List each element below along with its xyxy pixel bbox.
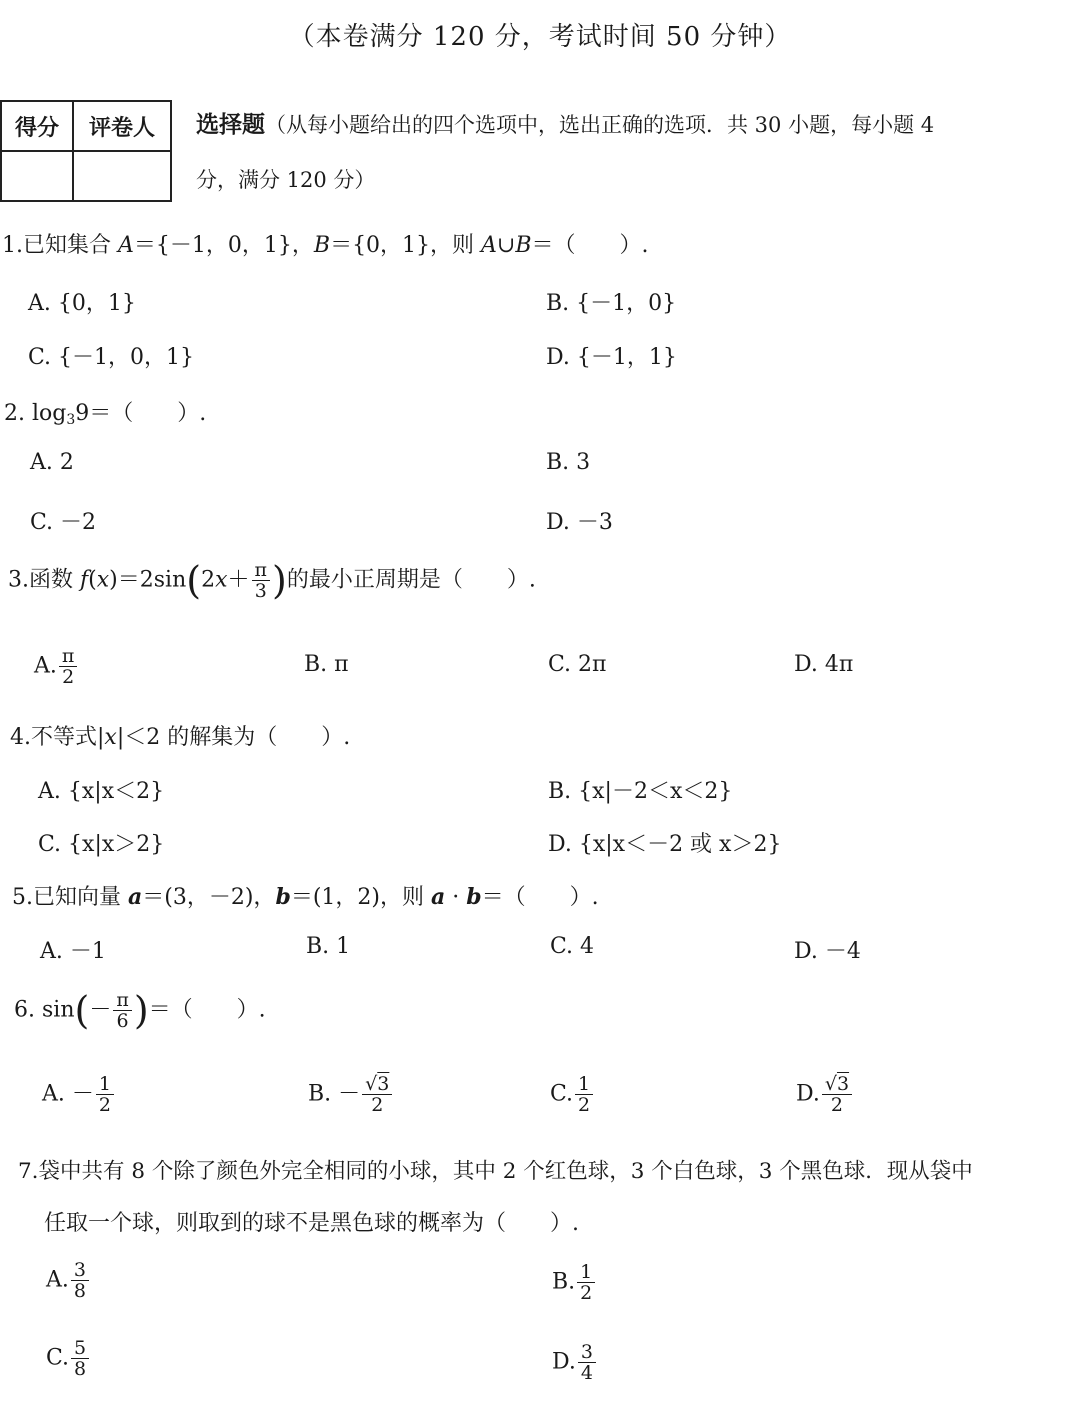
q5-text: ＝（ ）. (481, 885, 599, 910)
section-desc-2: 分，满分 120 分） (196, 168, 376, 192)
q2-option-c: C. －2 (30, 510, 97, 535)
q2-option-b: B. 3 (546, 450, 591, 475)
fraction-denominator: 2 (830, 1094, 843, 1116)
q5-vector-a: a (128, 884, 143, 910)
q4-text: |＜2 的解集为（ ）. (116, 725, 351, 750)
q4-option-c: C. {x|x＞2} (38, 832, 165, 857)
q5-option-b: B. 1 (306, 934, 351, 959)
question-number: 7. (18, 1159, 39, 1184)
q3-option-d: D. 4π (794, 652, 854, 677)
question-number: 6. (14, 997, 35, 1023)
q7-c-fraction (71, 1338, 89, 1379)
section-intro-line1 (196, 106, 934, 139)
score-header: 得分 (1, 101, 73, 151)
fraction-numerator: 3 (578, 1342, 596, 1363)
q7-option-c (46, 1338, 91, 1379)
q7-text-line2: 任取一个球，则取到的球不是黑色球的概率为（ ）. (44, 1211, 579, 1236)
option-label: A. － (42, 1081, 94, 1107)
q6-c-fraction (575, 1074, 593, 1115)
option-label: D. (552, 1349, 576, 1375)
q3-right-paren: ) (272, 558, 287, 603)
grader-cell (73, 151, 171, 201)
question-number: 1. (2, 233, 23, 258)
fraction-numerator (822, 1074, 852, 1095)
radicand: 3 (377, 1073, 390, 1095)
fraction-numerator: 1 (575, 1074, 593, 1095)
q5-text: ＝(1，2)，则 (290, 885, 431, 910)
q1-text: ＝（ ）. (531, 233, 649, 258)
q5-vector-b: b (466, 884, 482, 910)
q4-option-a: A. {x|x＜2} (38, 779, 165, 804)
question-3 (8, 560, 536, 601)
q3-option-a (34, 646, 79, 687)
q6-d-fraction (822, 1074, 852, 1115)
fraction-denominator: 3 (254, 580, 267, 602)
q3-text: )＝2sin (109, 567, 187, 593)
q6-text: ＝（ ）. (148, 997, 266, 1023)
q5-option-d: D. －4 (794, 939, 861, 964)
question-6 (14, 990, 266, 1031)
grader-header: 评卷人 (73, 101, 171, 151)
option-label: A. (46, 1267, 69, 1293)
q2-option-a: A. 2 (30, 450, 74, 475)
score-table (0, 100, 172, 202)
q7-option-d (552, 1342, 598, 1383)
fraction-denominator: 2 (62, 666, 75, 688)
q5-vector-b: b (275, 884, 291, 910)
q1-text: ＝{0，1}，则 (330, 233, 482, 258)
fraction-denominator: 2 (98, 1094, 111, 1116)
q1-text: 已知集合 (23, 233, 118, 258)
q3-func: f (80, 567, 89, 593)
q2-text: 9＝（ ）. (75, 401, 207, 426)
q3-text: ＋ (227, 567, 250, 593)
q6-a-fraction (96, 1074, 114, 1115)
question-5 (12, 880, 599, 911)
q6-option-a (42, 1074, 116, 1115)
question-number: 4. (10, 725, 31, 750)
q1-text: ＝{－1，0，1}， (133, 233, 314, 258)
fraction-denominator: 8 (73, 1280, 86, 1302)
option-label: C. (550, 1081, 574, 1107)
q1-option-b: B. {－1，0} (546, 291, 677, 316)
q6-fraction (113, 990, 132, 1031)
score-cell (1, 151, 73, 201)
option-label: D. (796, 1081, 820, 1107)
q1-option-d: D. {－1，1} (546, 345, 677, 370)
q2-log-base: 3 (66, 412, 76, 428)
question-number: 5. (12, 885, 33, 910)
q3-a-fraction (59, 646, 78, 687)
q4-var: x (104, 725, 117, 750)
option-label: A. (34, 653, 57, 679)
question-number: 2. (4, 401, 25, 426)
fraction-numerator (362, 1074, 392, 1095)
q1-option-c: C. {－1，0，1} (28, 345, 195, 370)
q1-option-a: A. {0，1} (28, 291, 136, 316)
q5-vector-a: a (430, 884, 446, 910)
q4-text: 不等式| (31, 725, 105, 750)
question-7 (18, 1154, 973, 1185)
fraction-denominator: 4 (580, 1362, 593, 1384)
q5-text: 已知向量 (33, 885, 128, 910)
fraction-numerator: 1 (577, 1262, 595, 1283)
fraction-denominator: 2 (580, 1282, 593, 1304)
q7-text-line1: 袋中共有 8 个除了颜色外完全相同的小球，其中 2 个红色球，3 个白色球，3 个黑色球．现从袋中 (38, 1159, 973, 1184)
fraction-numerator: π (113, 990, 132, 1011)
fraction-numerator: 3 (71, 1260, 89, 1281)
q6-text: sin (42, 997, 75, 1023)
q3-option-b: B. π (304, 652, 349, 677)
question-4 (10, 720, 350, 751)
q2-log: log (32, 401, 67, 426)
q6-left-paren: ( (74, 988, 90, 1033)
q7-option-a (46, 1260, 91, 1301)
exam-header: （本卷满分 120 分，考试时间 50 分钟） (288, 22, 792, 52)
q5-text: ＝(3，－2)， (142, 885, 276, 910)
q6-right-paren: ) (133, 988, 149, 1033)
q2-option-d: D. －3 (546, 510, 613, 535)
q6-b-fraction (362, 1074, 392, 1115)
q3-text: 的最小正周期是（ ）. (286, 567, 536, 593)
q3-var: x (96, 567, 110, 593)
q7-b-fraction (577, 1262, 595, 1303)
fraction-numerator: π (252, 560, 271, 581)
question-1 (2, 228, 649, 259)
radicand: 3 (836, 1073, 850, 1095)
question-number: 3. (8, 567, 29, 593)
fraction-denominator: 2 (371, 1094, 384, 1116)
q5-dot: · (452, 885, 460, 910)
fraction-numerator: π (59, 646, 78, 667)
q3-var: x (215, 567, 228, 593)
q3-left-paren: ( (186, 558, 202, 603)
q1-set-a: A (118, 233, 134, 258)
q4-option-d: D. {x|x＜－2 或 x＞2} (548, 832, 782, 857)
fraction-denominator: 2 (578, 1094, 591, 1116)
fraction-numerator: 1 (96, 1074, 114, 1095)
q7-a-fraction (71, 1260, 89, 1301)
question-2 (4, 396, 206, 428)
q3-text: ( (88, 567, 97, 593)
fraction-denominator: 6 (116, 1010, 129, 1032)
q6-option-c (550, 1074, 595, 1115)
q3-text: 2 (201, 567, 216, 593)
q3-text: 函数 (29, 567, 80, 593)
section-title: 选择题 (196, 111, 265, 138)
q3-option-c: C. 2π (548, 652, 607, 677)
fraction-numerator: 5 (71, 1338, 89, 1359)
q6-option-d (796, 1074, 854, 1115)
q4-option-b: B. {x|－2＜x＜2} (548, 779, 733, 804)
option-label: B. (552, 1269, 576, 1295)
q7-d-fraction (578, 1342, 596, 1383)
q6-minus: － (89, 997, 112, 1023)
section-desc-1: （从每小题给出的四个选项中，选出正确的选项．共 30 小题，每小题 4 (265, 113, 935, 137)
q5-option-a: A. －1 (40, 939, 106, 964)
q5-option-c: C. 4 (550, 934, 595, 959)
option-label: C. (46, 1345, 70, 1371)
q7-option-b (552, 1262, 597, 1303)
q3-fraction (252, 560, 271, 601)
option-label: B. － (308, 1081, 361, 1107)
q1-set-b: B (313, 233, 331, 258)
fraction-denominator: 8 (74, 1358, 87, 1380)
radical-sign: √ (365, 1073, 378, 1095)
radical-sign: √ (824, 1073, 837, 1095)
q6-option-b (308, 1074, 394, 1115)
q1-union: A∪B (481, 233, 532, 258)
